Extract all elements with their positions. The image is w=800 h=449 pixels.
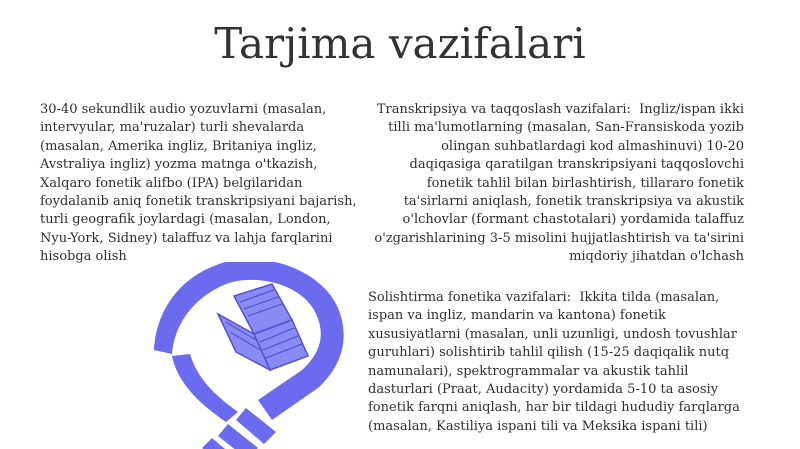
transcription-tasks-text: Ingliz/ispan ikki tilli ma'lumotlarning (masalan, San-Fransiskoda yozib olingan suhbatlardagi kod almashinuvi) 10-20 daqiqasiga qaratilgan transkripsiyani taqqoslovchi fonetik tahlil bilan birlashtirish, tillararo fonetik ta'sirlarni aniqlash, fonetik transkripsiya va akustik o'lchovlar (formant chastotalari) yordamida talaffuz o'zgarishlarining 3-5 misolini hujjatlashtirish va ta'sirini miqdoriy jihatdan o'lchash (374, 102, 744, 265)
transcription-tasks-block (368, 101, 744, 267)
left-text-block: 30-40 sekundlik audio yozuvlarni (masalan, intervyular, ma'ruzalar) turli shevalarda (masalan, Amerika ingliz, Britaniya ingliz, Avstraliya ingliz) yozma matnga o'tkazish, Xalqaro fonetik alifbo (IPA) belgilaridan foydalanib aniq fonetik transkripsiyani bajarish, turli geografik joylardagi (masalan, London, Nyu-York, Sidney) talaffuz va lahja farqlarini hisobga olish (40, 102, 357, 265)
comparative-phonetics-heading: Solishtirma fonetika vazifalari: (368, 290, 572, 305)
comparative-phonetics-text: Ikkita tilda (masalan, ispan va ingliz, mandarin va kantona) fonetik xususiyatlarni (masalan, unli uzunligi, undosh tovushlar guruhlari) solishtirib tahlil qilish (15-25 daqiqalik nutq namunalari), spektrogrammalar va akustik tahlil dasturlari (Praat, Audacity) yordamida 5-10 ta asosiy fonetik farqni aniqlash, har bir tildagi hududiy farqlarga (masalan, Kastiliya ispani tili va Meksika ispani tili) (368, 290, 740, 434)
comparative-phonetics-block (368, 289, 744, 436)
slide-title: Tarjima vazifalari (214, 19, 586, 68)
lightbulb-book-icon (142, 262, 392, 449)
transcription-tasks-heading: Transkripsiya va taqqoslash vazifalari: (376, 102, 631, 117)
